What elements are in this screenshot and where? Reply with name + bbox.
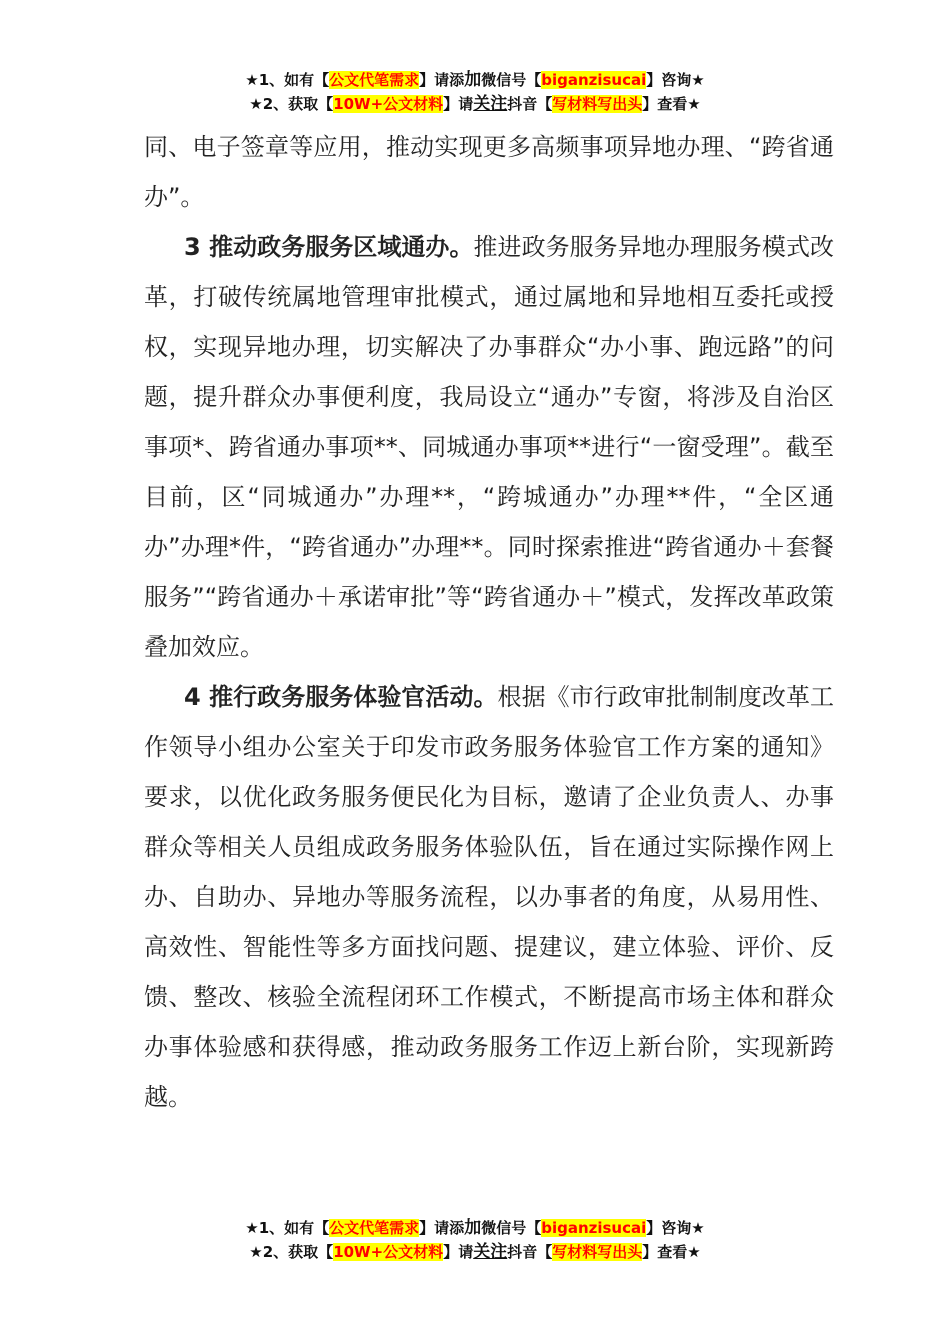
banner-text: 】请添	[419, 1219, 465, 1237]
banner-highlight: 10W+公文材料	[333, 95, 444, 113]
banner-text: ★1、如有【	[245, 71, 330, 89]
banner-text: 】咨询★	[646, 71, 705, 89]
banner-highlight-wechat-id: biganzisucai	[541, 71, 647, 89]
banner-emphasis: 关注	[473, 94, 508, 114]
document-body	[144, 122, 834, 1122]
banner-line-2	[0, 1240, 950, 1264]
banner-text: 微信号【	[481, 1219, 542, 1237]
banner-line-1	[0, 68, 950, 92]
paragraph-continuation: 同、电子签章等应用，推动实现更多高频事项异地办理、“跨省通办”。	[144, 133, 834, 211]
banner-text: 】咨询★	[646, 1219, 705, 1237]
banner-line-2	[0, 92, 950, 116]
paragraph-regional-service	[144, 222, 834, 672]
header-banner	[0, 68, 950, 116]
banner-text: 微信号【	[481, 71, 542, 89]
paragraph-text: 推进政务服务异地办理服务模式改革，打破传统属地管理审批模式，通过属地和异地相互委托或授权，实现异地办理，切实解决了办事群众“办小事、跑远路”的问题，提升群众办事便利度，我局设立“通办”专窗，将涉及自治区事项*、跨省通办事项**、同城通办事项**进行“一窗受理”。截至目前，区“同城通办”办理**，“跨城通办”办理**件，“全区通办”办理*件，“跨省通办”办理**。同时探索推进“跨省通办＋套餐服务”“跨省通办＋承诺审批”等“跨省通办＋”模式，发挥改革政策叠加效应。	[144, 233, 835, 661]
banner-text: 抖音【	[507, 95, 553, 113]
banner-text: 】查看★	[642, 1243, 701, 1261]
banner-text: ★2、获取【	[249, 1243, 334, 1261]
banner-text: ★2、获取【	[249, 95, 334, 113]
banner-highlight: 公文代笔需求	[329, 71, 420, 89]
banner-highlight: 公文代笔需求	[329, 1219, 420, 1237]
paragraph-heading: 3 推动政务服务区域通办。	[184, 233, 474, 261]
banner-text: 】查看★	[642, 95, 701, 113]
banner-emphasis: 加	[464, 1218, 482, 1238]
banner-highlight-wechat-id: biganzisucai	[541, 1219, 647, 1237]
banner-emphasis: 关注	[473, 1242, 508, 1262]
banner-highlight-douyin-id: 写材料写出头	[552, 95, 643, 113]
banner-text: 】请	[443, 1243, 474, 1261]
paragraph-text: 根据《市行政审批制制度改革工作领导小组办公室关于印发市政务服务体验官工作方案的通知》要求，以优化政务服务便民化为目标，邀请了企业负责人、办事群众等相关人员组成政务服务体验队伍，旨在通过实际操作网上办、自助办、异地办等服务流程，以办事者的角度，从易用性、高效性、智能性等多方面找问题、提建议，建立体验、评价、反馈、整改、核验全流程闭环工作模式，不断提高市场主体和群众办事体验感和获得感，推动政务服务工作迈上新台阶，实现新跨越。	[144, 683, 834, 1111]
banner-text: 抖音【	[507, 1243, 553, 1261]
banner-highlight-douyin-id: 写材料写出头	[552, 1243, 643, 1261]
paragraph-experience-officer	[144, 672, 834, 1122]
paragraph-heading: 4 推行政务服务体验官活动。	[184, 683, 498, 711]
banner-text: ★1、如有【	[245, 1219, 330, 1237]
banner-highlight: 10W+公文材料	[333, 1243, 444, 1261]
banner-text: 】请添	[419, 71, 465, 89]
footer-banner	[0, 1216, 950, 1264]
banner-emphasis: 加	[464, 70, 482, 90]
banner-text: 】请	[443, 95, 474, 113]
banner-line-1	[0, 1216, 950, 1240]
